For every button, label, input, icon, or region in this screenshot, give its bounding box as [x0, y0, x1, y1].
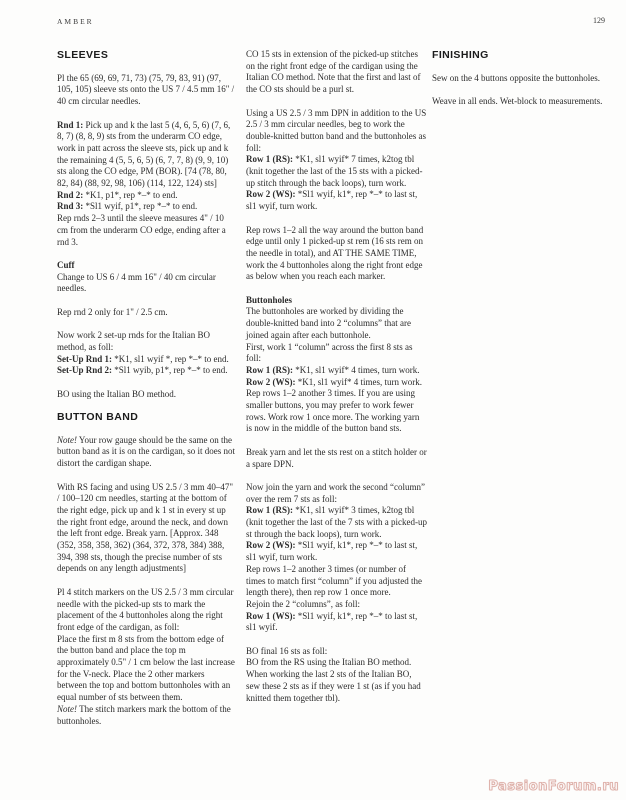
text-column-left	[57, 49, 236, 739]
text-run: *Sl1 wyib, p1*, rep *–* to end.	[112, 365, 228, 376]
text-run: *Sl1 wyif, p1*, rep *–* to end.	[83, 201, 198, 212]
text-run: Change to US 6 / 4 mm 16" / 40 cm circular needles.	[57, 271, 216, 294]
paragraph	[57, 587, 236, 727]
bold-run: Row 2 (WS):	[246, 540, 296, 551]
text-run: Break yarn and let the sts rest on a stitch holder or a spare DPN.	[246, 446, 427, 469]
paragraph	[57, 73, 236, 108]
text-run: *K1, sl1 wyif* 4 times, turn work.	[295, 376, 422, 387]
paragraph	[246, 646, 427, 705]
paragraph	[246, 482, 427, 634]
text-run: The buttonholes are worked by dividing the double-knitted band into 2 “columns” that are joined again after each buttonhole.	[246, 306, 411, 340]
paragraph	[57, 330, 236, 377]
text-run: *Sl1 wyif, k1*, rep *–* to last st, sl1 wyif, turn work.	[246, 540, 418, 563]
paragraph	[246, 108, 427, 213]
paragraph	[246, 225, 427, 284]
text-run: *Sl1 wyif, k1*, rep *–* to last st, sl1 wyif.	[246, 610, 418, 633]
text-run: *Sl1 wyif, k1*, rep *–* to last st, sl1 wyif, turn work.	[246, 189, 418, 212]
text-run: *K1, sl1 wyif* 7 times, k2tog tbl (knit together the last of the 15 sts with a picked-up stitch through the back loops), turn work.	[246, 154, 423, 188]
section-heading: FINISHING	[432, 49, 489, 61]
text-column-middle	[246, 49, 427, 716]
paragraph	[57, 260, 236, 295]
bold-run: Row 1 (RS):	[246, 364, 293, 375]
text-run: Now work 2 set-up rnds for the Italian BO method, as foll:	[57, 330, 210, 352]
text-run: Sew on the 4 buttons opposite the buttonholes.	[432, 72, 600, 83]
bold-run: Row 1 (RS):	[246, 505, 293, 516]
paragraph	[246, 447, 427, 470]
section-heading: BUTTON BAND	[57, 411, 139, 423]
text-run: BO from the RS using the Italian BO method. When working the last 2 sts of the Italian BO, sew these 2 sts as if they were 1 st (as if you had knitted them together tbl).	[246, 657, 421, 703]
text-run: The stitch markers mark the bottom of the buttonholes.	[57, 703, 231, 726]
text-run: *K1, sl1 wyif *, rep *–* to end.	[112, 353, 229, 364]
text-run: CO 15 sts in extension of the picked-up stitches on the right front edge of the cardigan using the Italian CO method. Note that the first and last of the CO sts should be a purl st.	[246, 49, 421, 95]
italic-run: Note!	[57, 703, 77, 714]
paragraph	[432, 96, 611, 108]
text-run: With RS facing and using US 2.5 / 3 mm 40–47" / 100–120 cm needles, starting at the bottom of the right edge, pick up and k 1 st in every st up the right front edge, around the neck, and down the left front edge. Break yarn. [Approx. 348 (352, 358, 358, 362) (364, 372, 378, 384) 388, 394, 398 sts, though the precise number of sts depends on any length adjustments]	[57, 481, 234, 574]
watermark: PassionForum.ru	[488, 779, 619, 794]
text-run: Using a US 2.5 / 3 mm DPN in addition to the US 2.5 / 3 mm circular needles, beg to work the double-knitted button band and the buttonholes as foll:	[246, 107, 427, 153]
text-run: *K1, sl1 wyif* 3 times, k2tog tbl (knit together the last of the 7 sts with a picked-up st through the back loops), turn work.	[246, 505, 427, 539]
text-run: Pick up and k the last 5 (4, 6, 5, 6) (7, 6, 8, 7) (8, 8, 9) sts from the underarm CO edge, work in patt across the sleeve sts, pick up and k the remaining 4 (5, 5, 6, 5) (6, 7, 7, 8) (9, 9, 10) sts along the CO edge, PM (BOR). [74 (78, 80, 82, 84) (88, 92, 98, 106) (114, 122, 124) sts]	[57, 119, 231, 189]
paragraph	[57, 482, 236, 576]
running-header: AMBER	[57, 17, 94, 26]
bold-run: Rnd 1:	[57, 119, 84, 130]
bold-run: Row 2 (WS):	[246, 376, 296, 387]
paragraph	[57, 307, 236, 319]
paragraph	[57, 120, 236, 249]
text-run: Now join the yarn and work the second “column” over the rem 7 sts as foll:	[246, 481, 425, 504]
text-run: Rep rows 1–2 all the way around the button band edge until only 1 picked-up st rem (16 sts rem on the needle in total), and AT THE SAME TIME, work the 4 buttonholes along the right front edge as below when you reach each marker.	[246, 224, 424, 282]
bold-run: Buttonholes	[246, 294, 293, 305]
bold-run: Cuff	[57, 259, 75, 270]
text-run: *K1, sl1 wyif* 4 times, turn work.	[293, 364, 420, 375]
paragraph	[57, 389, 236, 401]
section-heading: SLEEVES	[57, 49, 109, 61]
text-run: Rep rows 1–2 another 3 times (or number of times to match first “column” if you adjusted the length there), then rep row 1 once more.	[246, 563, 422, 598]
text-column-right	[432, 49, 611, 119]
italic-run: Note!	[57, 434, 77, 445]
text-run: First, work 1 “column” across the first 8 sts as foll:	[246, 341, 413, 364]
paragraph	[246, 295, 427, 435]
text-run: Rep rows 1–2 another 3 times. If you are using smaller buttons, you may prefer to work fewer rows. Work row 1 once more. The working yarn is now in the middle of the button band sts.	[246, 388, 420, 434]
text-run: Your row gauge should be the same on the button band as it is on the cardigan, so it does not distort the cardigan shape.	[57, 434, 235, 469]
text-run: BO final 16 sts as foll:	[246, 645, 328, 656]
text-run: Pl 4 stitch markers on the US 2.5 / 3 mm circular needle with the picked-up sts to mark the placement of the 4 buttonholes along the right front edge of the cardigan, as foll:	[57, 586, 234, 632]
text-run: Weave in all ends. Wet-block to measurements.	[432, 96, 603, 107]
bold-run: Set-Up Rnd 2:	[57, 365, 113, 376]
text-run: Rep rnds 2–3 until the sleeve measures 4" / 10 cm from the underarm CO edge, ending after a rnd 3.	[57, 213, 226, 247]
text-run: Rejoin the 2 “columns”, as foll:	[246, 598, 360, 609]
paragraph	[57, 435, 236, 470]
bold-run: Row 2 (WS):	[246, 189, 296, 200]
paragraph	[432, 73, 611, 85]
text-run: Pl the 65 (69, 69, 71, 73) (75, 79, 83, 91) (97, 105, 105) sleeve sts onto the US 7 / 4.5 mm 16" / 40 cm circular needles.	[57, 72, 235, 107]
text-run: BO using the Italian BO method.	[57, 388, 176, 399]
bold-run: Row 1 (RS):	[246, 154, 293, 165]
text-run: *K1, p1*, rep *–* to end.	[83, 189, 178, 200]
text-run: Place the first m 8 sts from the bottom edge of the button band and place the top m approximately 0.5" / 1 cm below the last increase for the V-neck. Place the 2 other markers between the top and bottom buttonholes with an equal number of sts between them.	[57, 633, 235, 703]
bold-run: Rnd 2:	[57, 189, 84, 200]
bold-run: Set-Up Rnd 1:	[57, 353, 113, 364]
page-number: 129	[593, 16, 605, 25]
text-run: Rep rnd 2 only for 1" / 2.5 cm.	[57, 306, 168, 317]
paragraph	[246, 49, 427, 96]
bold-run: Row 1 (WS):	[246, 610, 296, 621]
bold-run: Rnd 3:	[57, 201, 84, 212]
